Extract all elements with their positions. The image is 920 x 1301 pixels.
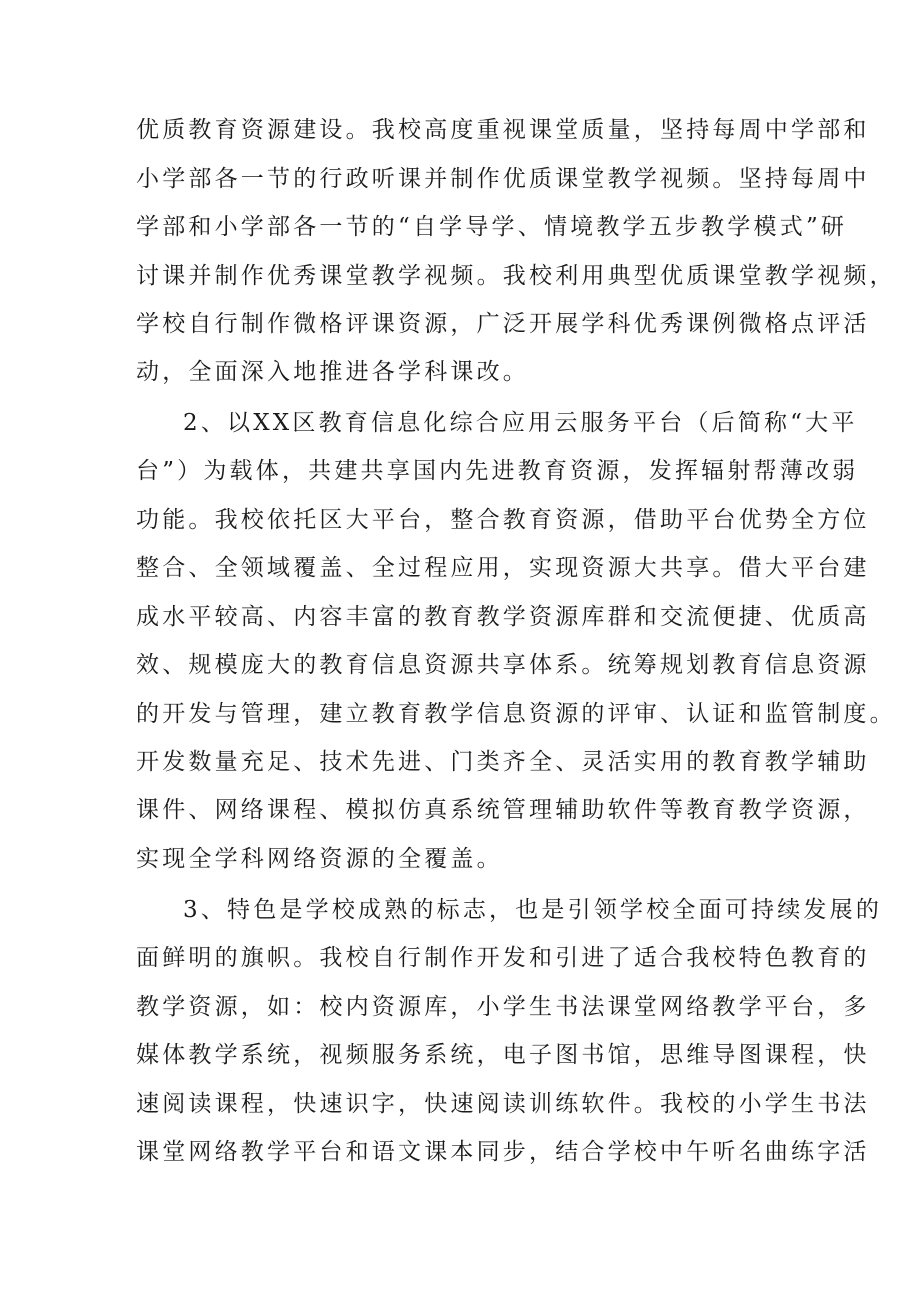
paragraph-line: 学校自行制作微格评课资源，广泛开展学科优秀课例微格点评活 [136, 311, 870, 337]
paragraph-line: 台”）为载体，共建共享国内先进教育资源，发挥辐射帮薄改弱 [136, 458, 859, 484]
paragraph-line: 动，全面深入地推进各学科课改。 [136, 359, 529, 385]
paragraph-2-first-line: 2、以XX区教育信息化综合应用云服务平台（后简称“大平 [183, 410, 858, 436]
paragraph-line: 速阅读课程，快速识字，快速阅读训练软件。我校的小学生书法 [136, 1091, 870, 1117]
paragraph-line: 开发数量充足、技术先进、门类齐全、灵活实用的教育教学辅助 [136, 749, 870, 775]
paragraph-line: 效、规模庞大的教育信息资源共享体系。统筹规划教育信息资源 [136, 652, 870, 678]
paragraph-line: 的开发与管理，建立教育教学信息资源的评审、认证和监管制度。 [136, 701, 896, 727]
paragraph-line: 整合、全领域覆盖、全过程应用，实现资源大共享。借大平台建 [136, 555, 870, 581]
paragraph-line: 小学部各一节的行政听课并制作优质课堂教学视频。坚持每周中 [136, 166, 870, 192]
paragraph-line: 面鲜明的旗帜。我校自行制作开发和引进了适合我校特色教育的 [136, 945, 870, 971]
paragraph-line: 教学资源，如：校内资源库，小学生书法课堂网络教学平台，多 [136, 994, 870, 1020]
paragraph-line: 实现全学科网络资源的全覆盖。 [136, 846, 503, 872]
paragraph-line: 媒体教学系统，视频服务系统，电子图书馆，思维导图课程，快 [136, 1042, 870, 1068]
paragraph-line: 课堂网络教学平台和语文课本同步，结合学校中午听名曲练字活 [136, 1139, 870, 1165]
paragraph-line: 讨课并制作优秀课堂教学视频。我校利用典型优质课堂教学视频， [136, 263, 896, 289]
paragraph-3-first-line: 3、特色是学校成熟的标志，也是引领学校全面可持续发展的 [183, 897, 883, 923]
paragraph-line: 优质教育资源建设。我校高度重视课堂质量，坚持每周中学部和 [136, 117, 870, 143]
paragraph-line: 学部和小学部各一节的“自学导学、情境教学五步教学模式”研 [136, 214, 848, 240]
paragraph-line: 功能。我校依托区大平台，整合教育资源，借助平台优势全方位 [136, 507, 870, 533]
paragraph-line: 成水平较高、内容丰富的教育教学资源库群和交流便捷、优质高 [136, 604, 870, 630]
paragraph-line: 课件、网络课程、模拟仿真系统管理辅助软件等教育教学资源， [136, 797, 870, 823]
